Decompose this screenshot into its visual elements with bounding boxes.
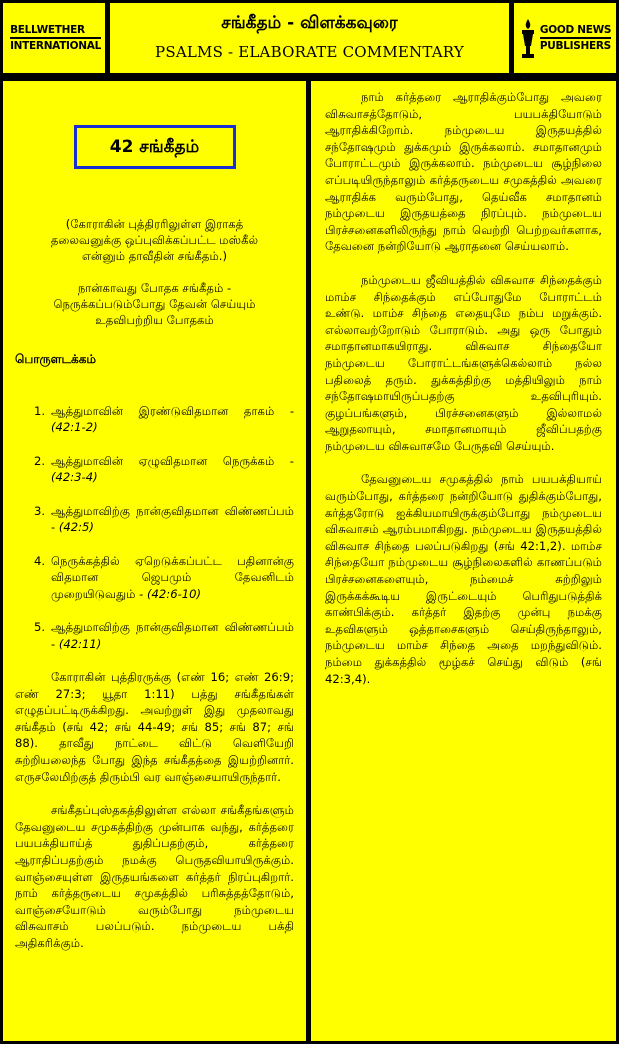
body-paragraph: கோராகின் புத்திரருக்கு (எண் 16; எண் 26:9; எண் 27:3; யூதா 1:11) பத்து சங்கீதங்கள் எழுதப்பட்டிருக்கிறது. அவற்றுள் இது முதலாவது சங்கீதம் (சங் 42; சங் 44-49; சங் 85; சங் 87; சங் 88). தாவீது நாட்டை விட்டு வெளியேறி சுற்றியலைந்த போது இந்த சங்கீதத்தை இயற்றினார். எருசலேமிற்குத் திரும்பி வர வாஞ்சையாயிருந்தார். <box>15 670 294 784</box>
toc-number: 2. <box>33 453 45 468</box>
psalm-superscription: (கோராகின் புத்திரரிலுள்ள இராகத் தலைவனுக்கு ஒப்புவிக்கப்பட்ட மஸ்கீல் என்னும் தாவீதின் சங்கீதம்.) <box>50 217 259 263</box>
header <box>0 0 619 78</box>
body-paragraph: நம்முடைய ஜீவியத்தில் விசுவாச சிந்தைக்கும் மாம்ச சிந்தைக்கும் எப்போதுமே போராட்டம் உண்டு. மாம்ச சிந்தை எதையுமே நம்ப மறுக்கும். எல்லாவற்றோடும் போராடும். அது ஒரு போதும் சமாதானமாகயிராது. விசுவாச சிந்தையோ நம்முடைய போராட்டங்களுக்கெல்லாம் நல்ல பதிலைத் தரும். துக்கத்திற்கு மத்தியிலும் நாம் சந்தோஷமாயிருப்பதற்கு உதவிபுரியும். குழப்பங்களும், பிரச்சனைகளும் இல்லாமல் ஆறுதலாயும், சமாதானமாயும் ஜீவிப்பதற்கு நம்முடைய விசுவாசமே பேருதவி செய்யும். <box>325 272 602 453</box>
body-paragraph: தேவனுடைய சமுகத்தில் நாம் பயபக்தியாய் வரும்போது, கர்த்தரை நன்றியோடு துதிக்கும்போது, கர்த்தரோடு ஐக்கியமாயிருக்கும்போது நம்முடைய விசுவாசம் ஆரம்பமாகிறது. நம்முடைய இருதயத்தில் விசுவாச சிந்தை பலப்படுகிறது (சங் 42:1,2). மாம்ச சிந்தையோ நம்முடைய சூழ்நிலைகளில் காணப்படும் பிரச்சனைகளையும், நம்மைச் சுற்றிலும் இருக்கக்கூடிய இருட்டையும் பெரிதுபடுத்திக் காண்பிக்கும். கர்த்தர் இதற்கு முன்பு நமக்கு உதவிகளும் ஒத்தாசைகளும் செய்திருந்தாலும், நம்முடைய மாம்ச சிந்தை அதை மறந்துவிடும். நம்மை துக்கத்தில் மூழ்கச் செய்து விடும் (சங் 42:3,4). <box>325 472 602 686</box>
toc-item <box>15 619 294 652</box>
toc-number: 5. <box>33 620 45 635</box>
body-paragraph: சங்கீதப்புஸ்தகத்திலுள்ள எல்லா சங்கீதங்களும் தேவனுடைய சமுகத்திற்கு முன்பாக வந்து, கர்த்தரை பயபக்தியாய்த் துதிப்பதற்கும், கர்த்தரை ஆராதிப்பதற்கும் நமக்கு பெருதவியாயிருக்கும். வாஞ்சையுள்ள இருதயங்களை கர்த்தர் நிரப்புகிறார். நாம் கர்த்தருடைய சமுகத்தில் பரிசுத்தத்தோடும், வாஞ்சையோடும் வரும்போது நம்முடைய விசுவாசம் பலப்படும். நம்முடைய பக்தி அதிகரிக்கும். <box>15 803 294 950</box>
toc-number: 4. <box>33 553 45 568</box>
toc-reference: (42:5) <box>58 520 94 535</box>
lamp-icon <box>519 16 537 60</box>
toc-text: ஆத்துமாவிற்கு நான்குவிதமான விண்ணப்பம் - <box>51 620 294 651</box>
table-of-contents <box>15 403 294 653</box>
toc-item <box>15 553 294 603</box>
logo-left-line2: INTERNATIONAL <box>10 40 101 52</box>
toc-text: ஆத்துமாவின் இரண்டுவிதமான தாகம் - <box>51 403 294 418</box>
toc-item <box>15 453 294 486</box>
logo-right-line1: GOOD NEWS <box>540 23 611 39</box>
toc-text: ஆத்துமாவிற்கு நான்குவிதமான விண்ணப்பம் - <box>51 503 294 535</box>
body-paragraph: நாம் கர்த்தரை ஆராதிக்கும்போது அவரை விசுவாசத்தோடும், பயபக்தியோடும் ஆராதிக்கிறோம். நம்முடைய இருதயத்தில் சந்தோஷமும் துக்கமும் இருக்கலாம். சமாதானமும் போராட்டமும் இருக்கலாம். நம்முடைய சூழ்நிலை எப்படியிருந்தாலும் கர்த்தருடைய சமுகத்தில் அவரை ஆராதிக்க வரும்போது, தெய்வீக சமாதானம் நம்முடைய இருதயத்தை நிரப்பும். நம்முடைய பிரச்சனைகளிலிருந்து நாம் வெற்றி பெற்றவர்களாக, தேவனை நன்றியோடு ஆராதனை செய்யலாம். <box>325 90 602 254</box>
toc-reference: (42:1-2) <box>51 420 98 435</box>
toc-text: நெருக்கத்தில் ஏறெடுக்கப்பட்ட பதினான்கு விதமான ஜெபமும் தேவனிடம் முறையிடுவதும் - <box>51 553 294 601</box>
header-title-tamil: சங்கீதம் - விளக்கவுரை <box>221 13 398 33</box>
toc-heading: பொருளடக்கம் <box>15 352 97 366</box>
toc-reference: (42:11) <box>58 636 102 651</box>
right-column <box>311 81 616 1041</box>
toc-reference: (42:3-4) <box>51 470 98 485</box>
toc-reference: (42:6-10) <box>147 586 202 601</box>
chapter-heading: 42 சங்கீதம் <box>74 125 236 169</box>
header-title-english: PSALMS - ELABORATE COMMENTARY <box>155 43 464 61</box>
good-news-logo <box>514 3 616 73</box>
toc-number: 3. <box>33 503 45 518</box>
logo-right-line2: PUBLISHERS <box>539 40 611 52</box>
toc-number: 1. <box>33 403 45 418</box>
logo-left-line1: BELLWETHER <box>10 23 101 39</box>
toc-item <box>15 503 294 536</box>
left-column <box>3 81 306 1041</box>
bellwether-logo <box>3 3 105 73</box>
header-title-box <box>110 3 509 73</box>
toc-item <box>15 403 294 436</box>
toc-text: ஆத்துமாவின் ஏழுவிதமான நெருக்கம் - <box>51 453 294 468</box>
psalm-description: நான்காவது போதக சங்கீதம் - நெருக்கப்படும்போது தேவன் செய்யும் உதவிபற்றிய போதகம் <box>53 281 256 327</box>
